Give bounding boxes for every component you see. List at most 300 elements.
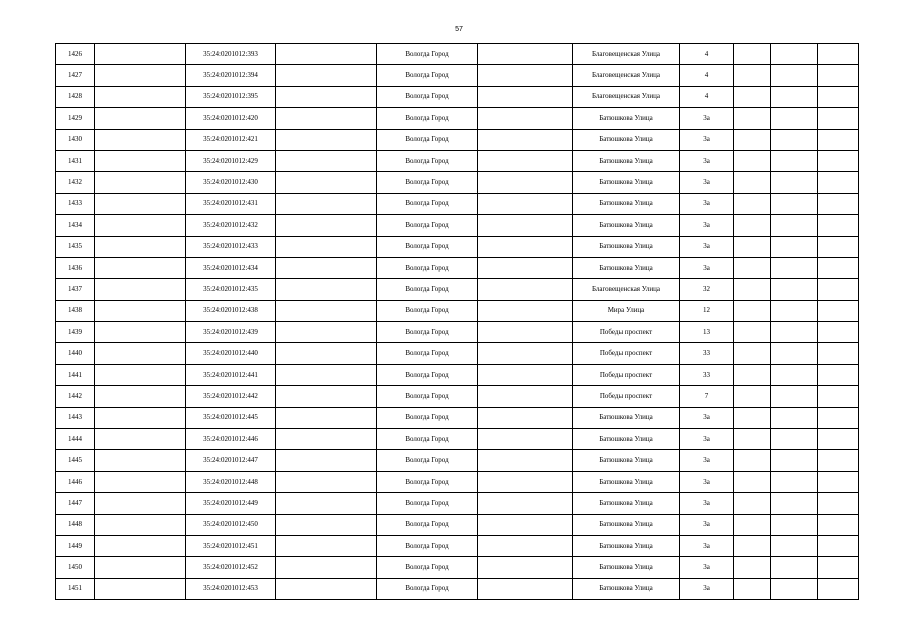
empty-cell bbox=[818, 578, 859, 599]
street-cell: Батюшкова Улица bbox=[573, 429, 680, 450]
city-cell: Вологда Город bbox=[377, 86, 478, 107]
empty-cell bbox=[734, 535, 771, 556]
empty-cell bbox=[734, 343, 771, 364]
house-number-cell: 3а bbox=[680, 193, 734, 214]
cadastral-number-cell: 35:24:0201012:452 bbox=[186, 557, 276, 578]
city-cell: Вологда Город bbox=[377, 343, 478, 364]
row-number-cell: 1433 bbox=[56, 193, 95, 214]
street-cell: Благовещенская Улица bbox=[573, 65, 680, 86]
table-row bbox=[56, 471, 859, 492]
cadastral-number-cell: 35:24:0201012:440 bbox=[186, 343, 276, 364]
empty-cell bbox=[734, 150, 771, 171]
empty-cell bbox=[95, 386, 186, 407]
empty-cell bbox=[276, 557, 377, 578]
empty-cell bbox=[95, 150, 186, 171]
street-cell: Батюшкова Улица bbox=[573, 535, 680, 556]
row-number-cell: 1440 bbox=[56, 343, 95, 364]
empty-cell bbox=[95, 364, 186, 385]
street-cell: Батюшкова Улица bbox=[573, 450, 680, 471]
cadastral-number-cell: 35:24:0201012:434 bbox=[186, 257, 276, 278]
cadastral-number-cell: 35:24:0201012:442 bbox=[186, 386, 276, 407]
empty-cell bbox=[734, 44, 771, 65]
empty-cell bbox=[771, 215, 818, 236]
cadastral-number-cell: 35:24:0201012:431 bbox=[186, 193, 276, 214]
street-cell: Батюшкова Улица bbox=[573, 193, 680, 214]
empty-cell bbox=[478, 86, 573, 107]
empty-cell bbox=[95, 44, 186, 65]
empty-cell bbox=[95, 215, 186, 236]
cadastral-number-cell: 35:24:0201012:441 bbox=[186, 364, 276, 385]
row-number-cell: 1432 bbox=[56, 172, 95, 193]
empty-cell bbox=[818, 471, 859, 492]
table-row bbox=[56, 557, 859, 578]
row-number-cell: 1436 bbox=[56, 257, 95, 278]
empty-cell bbox=[734, 429, 771, 450]
row-number-cell: 1437 bbox=[56, 279, 95, 300]
street-cell: Батюшкова Улица bbox=[573, 493, 680, 514]
empty-cell bbox=[276, 578, 377, 599]
cadastral-number-cell: 35:24:0201012:435 bbox=[186, 279, 276, 300]
empty-cell bbox=[771, 343, 818, 364]
row-number-cell: 1443 bbox=[56, 407, 95, 428]
empty-cell bbox=[95, 86, 186, 107]
house-number-cell: 3а bbox=[680, 514, 734, 535]
empty-cell bbox=[478, 300, 573, 321]
city-cell: Вологда Город bbox=[377, 129, 478, 150]
house-number-cell: 3а bbox=[680, 535, 734, 556]
empty-cell bbox=[276, 279, 377, 300]
row-number-cell: 1439 bbox=[56, 322, 95, 343]
empty-cell bbox=[734, 129, 771, 150]
city-cell: Вологда Город bbox=[377, 108, 478, 129]
empty-cell bbox=[771, 44, 818, 65]
empty-cell bbox=[478, 343, 573, 364]
street-cell: Батюшкова Улица bbox=[573, 236, 680, 257]
table-row bbox=[56, 364, 859, 385]
empty-cell bbox=[734, 215, 771, 236]
house-number-cell: 3а bbox=[680, 450, 734, 471]
empty-cell bbox=[276, 493, 377, 514]
street-cell: Благовещенская Улица bbox=[573, 86, 680, 107]
empty-cell bbox=[771, 257, 818, 278]
empty-cell bbox=[771, 471, 818, 492]
empty-cell bbox=[478, 407, 573, 428]
street-cell: Победы проспект bbox=[573, 364, 680, 385]
house-number-cell: 3а bbox=[680, 150, 734, 171]
house-number-cell: 4 bbox=[680, 65, 734, 86]
street-cell: Батюшкова Улица bbox=[573, 407, 680, 428]
city-cell: Вологда Город bbox=[377, 279, 478, 300]
street-cell: Батюшкова Улица bbox=[573, 578, 680, 599]
row-number-cell: 1428 bbox=[56, 86, 95, 107]
row-number-cell: 1438 bbox=[56, 300, 95, 321]
city-cell: Вологда Город bbox=[377, 172, 478, 193]
empty-cell bbox=[276, 386, 377, 407]
cadastral-number-cell: 35:24:0201012:450 bbox=[186, 514, 276, 535]
table-row bbox=[56, 322, 859, 343]
empty-cell bbox=[95, 535, 186, 556]
empty-cell bbox=[771, 150, 818, 171]
row-number-cell: 1450 bbox=[56, 557, 95, 578]
row-number-cell: 1427 bbox=[56, 65, 95, 86]
empty-cell bbox=[771, 108, 818, 129]
row-number-cell: 1426 bbox=[56, 44, 95, 65]
empty-cell bbox=[478, 578, 573, 599]
empty-cell bbox=[478, 129, 573, 150]
row-number-cell: 1441 bbox=[56, 364, 95, 385]
empty-cell bbox=[276, 108, 377, 129]
street-cell: Победы проспект bbox=[573, 386, 680, 407]
empty-cell bbox=[276, 215, 377, 236]
street-cell: Батюшкова Улица bbox=[573, 129, 680, 150]
page-number: 57 bbox=[455, 26, 463, 33]
empty-cell bbox=[276, 257, 377, 278]
house-number-cell: 3а bbox=[680, 215, 734, 236]
house-number-cell: 4 bbox=[680, 86, 734, 107]
empty-cell bbox=[478, 429, 573, 450]
house-number-cell: 13 bbox=[680, 322, 734, 343]
empty-cell bbox=[95, 343, 186, 364]
empty-cell bbox=[276, 407, 377, 428]
empty-cell bbox=[771, 429, 818, 450]
cadastral-number-cell: 35:24:0201012:447 bbox=[186, 450, 276, 471]
empty-cell bbox=[734, 193, 771, 214]
row-number-cell: 1448 bbox=[56, 514, 95, 535]
house-number-cell: 32 bbox=[680, 279, 734, 300]
city-cell: Вологда Город bbox=[377, 364, 478, 385]
empty-cell bbox=[771, 407, 818, 428]
table-row bbox=[56, 343, 859, 364]
empty-cell bbox=[276, 429, 377, 450]
row-number-cell: 1447 bbox=[56, 493, 95, 514]
empty-cell bbox=[771, 172, 818, 193]
house-number-cell: 3а bbox=[680, 578, 734, 599]
empty-cell bbox=[734, 450, 771, 471]
empty-cell bbox=[478, 172, 573, 193]
street-cell: Благовещенская Улица bbox=[573, 279, 680, 300]
empty-cell bbox=[818, 172, 859, 193]
empty-cell bbox=[276, 514, 377, 535]
empty-cell bbox=[276, 193, 377, 214]
table-row bbox=[56, 129, 859, 150]
empty-cell bbox=[818, 193, 859, 214]
street-cell: Батюшкова Улица bbox=[573, 471, 680, 492]
empty-cell bbox=[95, 322, 186, 343]
empty-cell bbox=[771, 493, 818, 514]
empty-cell bbox=[818, 129, 859, 150]
street-cell: Батюшкова Улица bbox=[573, 514, 680, 535]
table-row bbox=[56, 493, 859, 514]
street-cell: Батюшкова Улица bbox=[573, 172, 680, 193]
city-cell: Вологда Город bbox=[377, 257, 478, 278]
cadastral-number-cell: 35:24:0201012:448 bbox=[186, 471, 276, 492]
cadastral-number-cell: 35:24:0201012:394 bbox=[186, 65, 276, 86]
empty-cell bbox=[276, 236, 377, 257]
empty-cell bbox=[818, 257, 859, 278]
row-number-cell: 1445 bbox=[56, 450, 95, 471]
empty-cell bbox=[818, 150, 859, 171]
empty-cell bbox=[478, 150, 573, 171]
empty-cell bbox=[478, 236, 573, 257]
empty-cell bbox=[95, 129, 186, 150]
empty-cell bbox=[276, 535, 377, 556]
empty-cell bbox=[478, 557, 573, 578]
empty-cell bbox=[771, 65, 818, 86]
empty-cell bbox=[478, 257, 573, 278]
empty-cell bbox=[771, 279, 818, 300]
empty-cell bbox=[818, 65, 859, 86]
empty-cell bbox=[818, 300, 859, 321]
house-number-cell: 3а bbox=[680, 257, 734, 278]
empty-cell bbox=[95, 471, 186, 492]
empty-cell bbox=[734, 493, 771, 514]
empty-cell bbox=[734, 407, 771, 428]
street-cell: Батюшкова Улица bbox=[573, 215, 680, 236]
empty-cell bbox=[818, 450, 859, 471]
empty-cell bbox=[95, 236, 186, 257]
city-cell: Вологда Город bbox=[377, 236, 478, 257]
row-number-cell: 1442 bbox=[56, 386, 95, 407]
cadastral-number-cell: 35:24:0201012:393 bbox=[186, 44, 276, 65]
street-cell: Батюшкова Улица bbox=[573, 557, 680, 578]
empty-cell bbox=[478, 279, 573, 300]
city-cell: Вологда Город bbox=[377, 471, 478, 492]
empty-cell bbox=[818, 44, 859, 65]
empty-cell bbox=[818, 557, 859, 578]
table-row bbox=[56, 172, 859, 193]
row-number-cell: 1431 bbox=[56, 150, 95, 171]
city-cell: Вологда Город bbox=[377, 514, 478, 535]
cadastral-number-cell: 35:24:0201012:449 bbox=[186, 493, 276, 514]
street-cell: Мира Улица bbox=[573, 300, 680, 321]
empty-cell bbox=[95, 172, 186, 193]
cadastral-number-cell: 35:24:0201012:433 bbox=[186, 236, 276, 257]
city-cell: Вологда Город bbox=[377, 557, 478, 578]
row-number-cell: 1446 bbox=[56, 471, 95, 492]
table-row bbox=[56, 86, 859, 107]
table-row bbox=[56, 236, 859, 257]
cadastral-number-cell: 35:24:0201012:439 bbox=[186, 322, 276, 343]
house-number-cell: 12 bbox=[680, 300, 734, 321]
empty-cell bbox=[95, 557, 186, 578]
empty-cell bbox=[734, 364, 771, 385]
empty-cell bbox=[734, 257, 771, 278]
empty-cell bbox=[95, 578, 186, 599]
table-row bbox=[56, 514, 859, 535]
street-cell: Победы проспект bbox=[573, 343, 680, 364]
house-number-cell: 3а bbox=[680, 471, 734, 492]
empty-cell bbox=[478, 108, 573, 129]
empty-cell bbox=[734, 322, 771, 343]
house-number-cell: 33 bbox=[680, 343, 734, 364]
cadastral-number-cell: 35:24:0201012:446 bbox=[186, 429, 276, 450]
empty-cell bbox=[771, 578, 818, 599]
empty-cell bbox=[478, 364, 573, 385]
empty-cell bbox=[478, 535, 573, 556]
empty-cell bbox=[734, 108, 771, 129]
table-row bbox=[56, 300, 859, 321]
city-cell: Вологда Город bbox=[377, 193, 478, 214]
empty-cell bbox=[478, 193, 573, 214]
row-number-cell: 1434 bbox=[56, 215, 95, 236]
table-row bbox=[56, 44, 859, 65]
table-row bbox=[56, 108, 859, 129]
cadastral-number-cell: 35:24:0201012:395 bbox=[186, 86, 276, 107]
empty-cell bbox=[734, 557, 771, 578]
cadastral-number-cell: 35:24:0201012:438 bbox=[186, 300, 276, 321]
table-row bbox=[56, 215, 859, 236]
cadastral-number-cell: 35:24:0201012:420 bbox=[186, 108, 276, 129]
empty-cell bbox=[771, 535, 818, 556]
empty-cell bbox=[771, 557, 818, 578]
cadastral-number-cell: 35:24:0201012:432 bbox=[186, 215, 276, 236]
empty-cell bbox=[734, 86, 771, 107]
empty-cell bbox=[818, 514, 859, 535]
table-row bbox=[56, 535, 859, 556]
empty-cell bbox=[771, 386, 818, 407]
city-cell: Вологда Город bbox=[377, 44, 478, 65]
empty-cell bbox=[276, 322, 377, 343]
cadastral-number-cell: 35:24:0201012:429 bbox=[186, 150, 276, 171]
table-row bbox=[56, 193, 859, 214]
street-cell: Победы проспект bbox=[573, 322, 680, 343]
house-number-cell: 3а bbox=[680, 108, 734, 129]
row-number-cell: 1449 bbox=[56, 535, 95, 556]
table-row bbox=[56, 150, 859, 171]
table-row bbox=[56, 407, 859, 428]
city-cell: Вологда Город bbox=[377, 429, 478, 450]
house-number-cell: 3а bbox=[680, 172, 734, 193]
empty-cell bbox=[734, 471, 771, 492]
city-cell: Вологда Город bbox=[377, 493, 478, 514]
empty-cell bbox=[818, 86, 859, 107]
empty-cell bbox=[734, 578, 771, 599]
empty-cell bbox=[478, 65, 573, 86]
city-cell: Вологда Город bbox=[377, 578, 478, 599]
house-number-cell: 4 bbox=[680, 44, 734, 65]
cadastral-number-cell: 35:24:0201012:421 bbox=[186, 129, 276, 150]
registry-table bbox=[55, 43, 859, 600]
city-cell: Вологда Город bbox=[377, 450, 478, 471]
empty-cell bbox=[771, 129, 818, 150]
empty-cell bbox=[818, 279, 859, 300]
row-number-cell: 1429 bbox=[56, 108, 95, 129]
empty-cell bbox=[818, 236, 859, 257]
cadastral-number-cell: 35:24:0201012:451 bbox=[186, 535, 276, 556]
empty-cell bbox=[771, 322, 818, 343]
empty-cell bbox=[734, 65, 771, 86]
street-cell: Батюшкова Улица bbox=[573, 108, 680, 129]
empty-cell bbox=[95, 193, 186, 214]
city-cell: Вологда Город bbox=[377, 215, 478, 236]
empty-cell bbox=[95, 108, 186, 129]
empty-cell bbox=[95, 407, 186, 428]
row-number-cell: 1435 bbox=[56, 236, 95, 257]
city-cell: Вологда Город bbox=[377, 300, 478, 321]
city-cell: Вологда Город bbox=[377, 535, 478, 556]
table-row bbox=[56, 429, 859, 450]
empty-cell bbox=[276, 44, 377, 65]
empty-cell bbox=[771, 450, 818, 471]
empty-cell bbox=[276, 343, 377, 364]
table-row bbox=[56, 65, 859, 86]
empty-cell bbox=[95, 514, 186, 535]
empty-cell bbox=[276, 150, 377, 171]
empty-cell bbox=[734, 279, 771, 300]
empty-cell bbox=[478, 322, 573, 343]
empty-cell bbox=[478, 215, 573, 236]
house-number-cell: 7 bbox=[680, 386, 734, 407]
empty-cell bbox=[818, 535, 859, 556]
empty-cell bbox=[818, 407, 859, 428]
cadastral-number-cell: 35:24:0201012:430 bbox=[186, 172, 276, 193]
empty-cell bbox=[734, 514, 771, 535]
empty-cell bbox=[95, 450, 186, 471]
empty-cell bbox=[95, 257, 186, 278]
empty-cell bbox=[478, 44, 573, 65]
row-number-cell: 1451 bbox=[56, 578, 95, 599]
house-number-cell: 3а bbox=[680, 129, 734, 150]
empty-cell bbox=[276, 172, 377, 193]
street-cell: Батюшкова Улица bbox=[573, 150, 680, 171]
empty-cell bbox=[734, 300, 771, 321]
empty-cell bbox=[734, 386, 771, 407]
empty-cell bbox=[478, 471, 573, 492]
registry-table-body bbox=[56, 44, 859, 600]
empty-cell bbox=[771, 193, 818, 214]
row-number-cell: 1444 bbox=[56, 429, 95, 450]
house-number-cell: 3а bbox=[680, 236, 734, 257]
street-cell: Благовещенская Улица bbox=[573, 44, 680, 65]
table-row bbox=[56, 257, 859, 278]
house-number-cell: 3а bbox=[680, 429, 734, 450]
city-cell: Вологда Город bbox=[377, 386, 478, 407]
empty-cell bbox=[818, 493, 859, 514]
empty-cell bbox=[771, 364, 818, 385]
house-number-cell: 33 bbox=[680, 364, 734, 385]
empty-cell bbox=[276, 86, 377, 107]
city-cell: Вологда Город bbox=[377, 407, 478, 428]
empty-cell bbox=[95, 493, 186, 514]
cadastral-number-cell: 35:24:0201012:453 bbox=[186, 578, 276, 599]
empty-cell bbox=[276, 65, 377, 86]
table-row bbox=[56, 386, 859, 407]
empty-cell bbox=[95, 300, 186, 321]
empty-cell bbox=[478, 450, 573, 471]
house-number-cell: 3а bbox=[680, 557, 734, 578]
empty-cell bbox=[771, 236, 818, 257]
empty-cell bbox=[818, 364, 859, 385]
empty-cell bbox=[734, 236, 771, 257]
empty-cell bbox=[771, 514, 818, 535]
empty-cell bbox=[95, 279, 186, 300]
city-cell: Вологда Город bbox=[377, 322, 478, 343]
house-number-cell: 3а bbox=[680, 407, 734, 428]
street-cell: Батюшкова Улица bbox=[573, 257, 680, 278]
empty-cell bbox=[95, 429, 186, 450]
empty-cell bbox=[818, 343, 859, 364]
house-number-cell: 3а bbox=[680, 493, 734, 514]
table-row bbox=[56, 450, 859, 471]
empty-cell bbox=[276, 129, 377, 150]
empty-cell bbox=[478, 514, 573, 535]
empty-cell bbox=[818, 322, 859, 343]
empty-cell bbox=[95, 65, 186, 86]
empty-cell bbox=[276, 300, 377, 321]
table-row bbox=[56, 578, 859, 599]
row-number-cell: 1430 bbox=[56, 129, 95, 150]
empty-cell bbox=[276, 471, 377, 492]
